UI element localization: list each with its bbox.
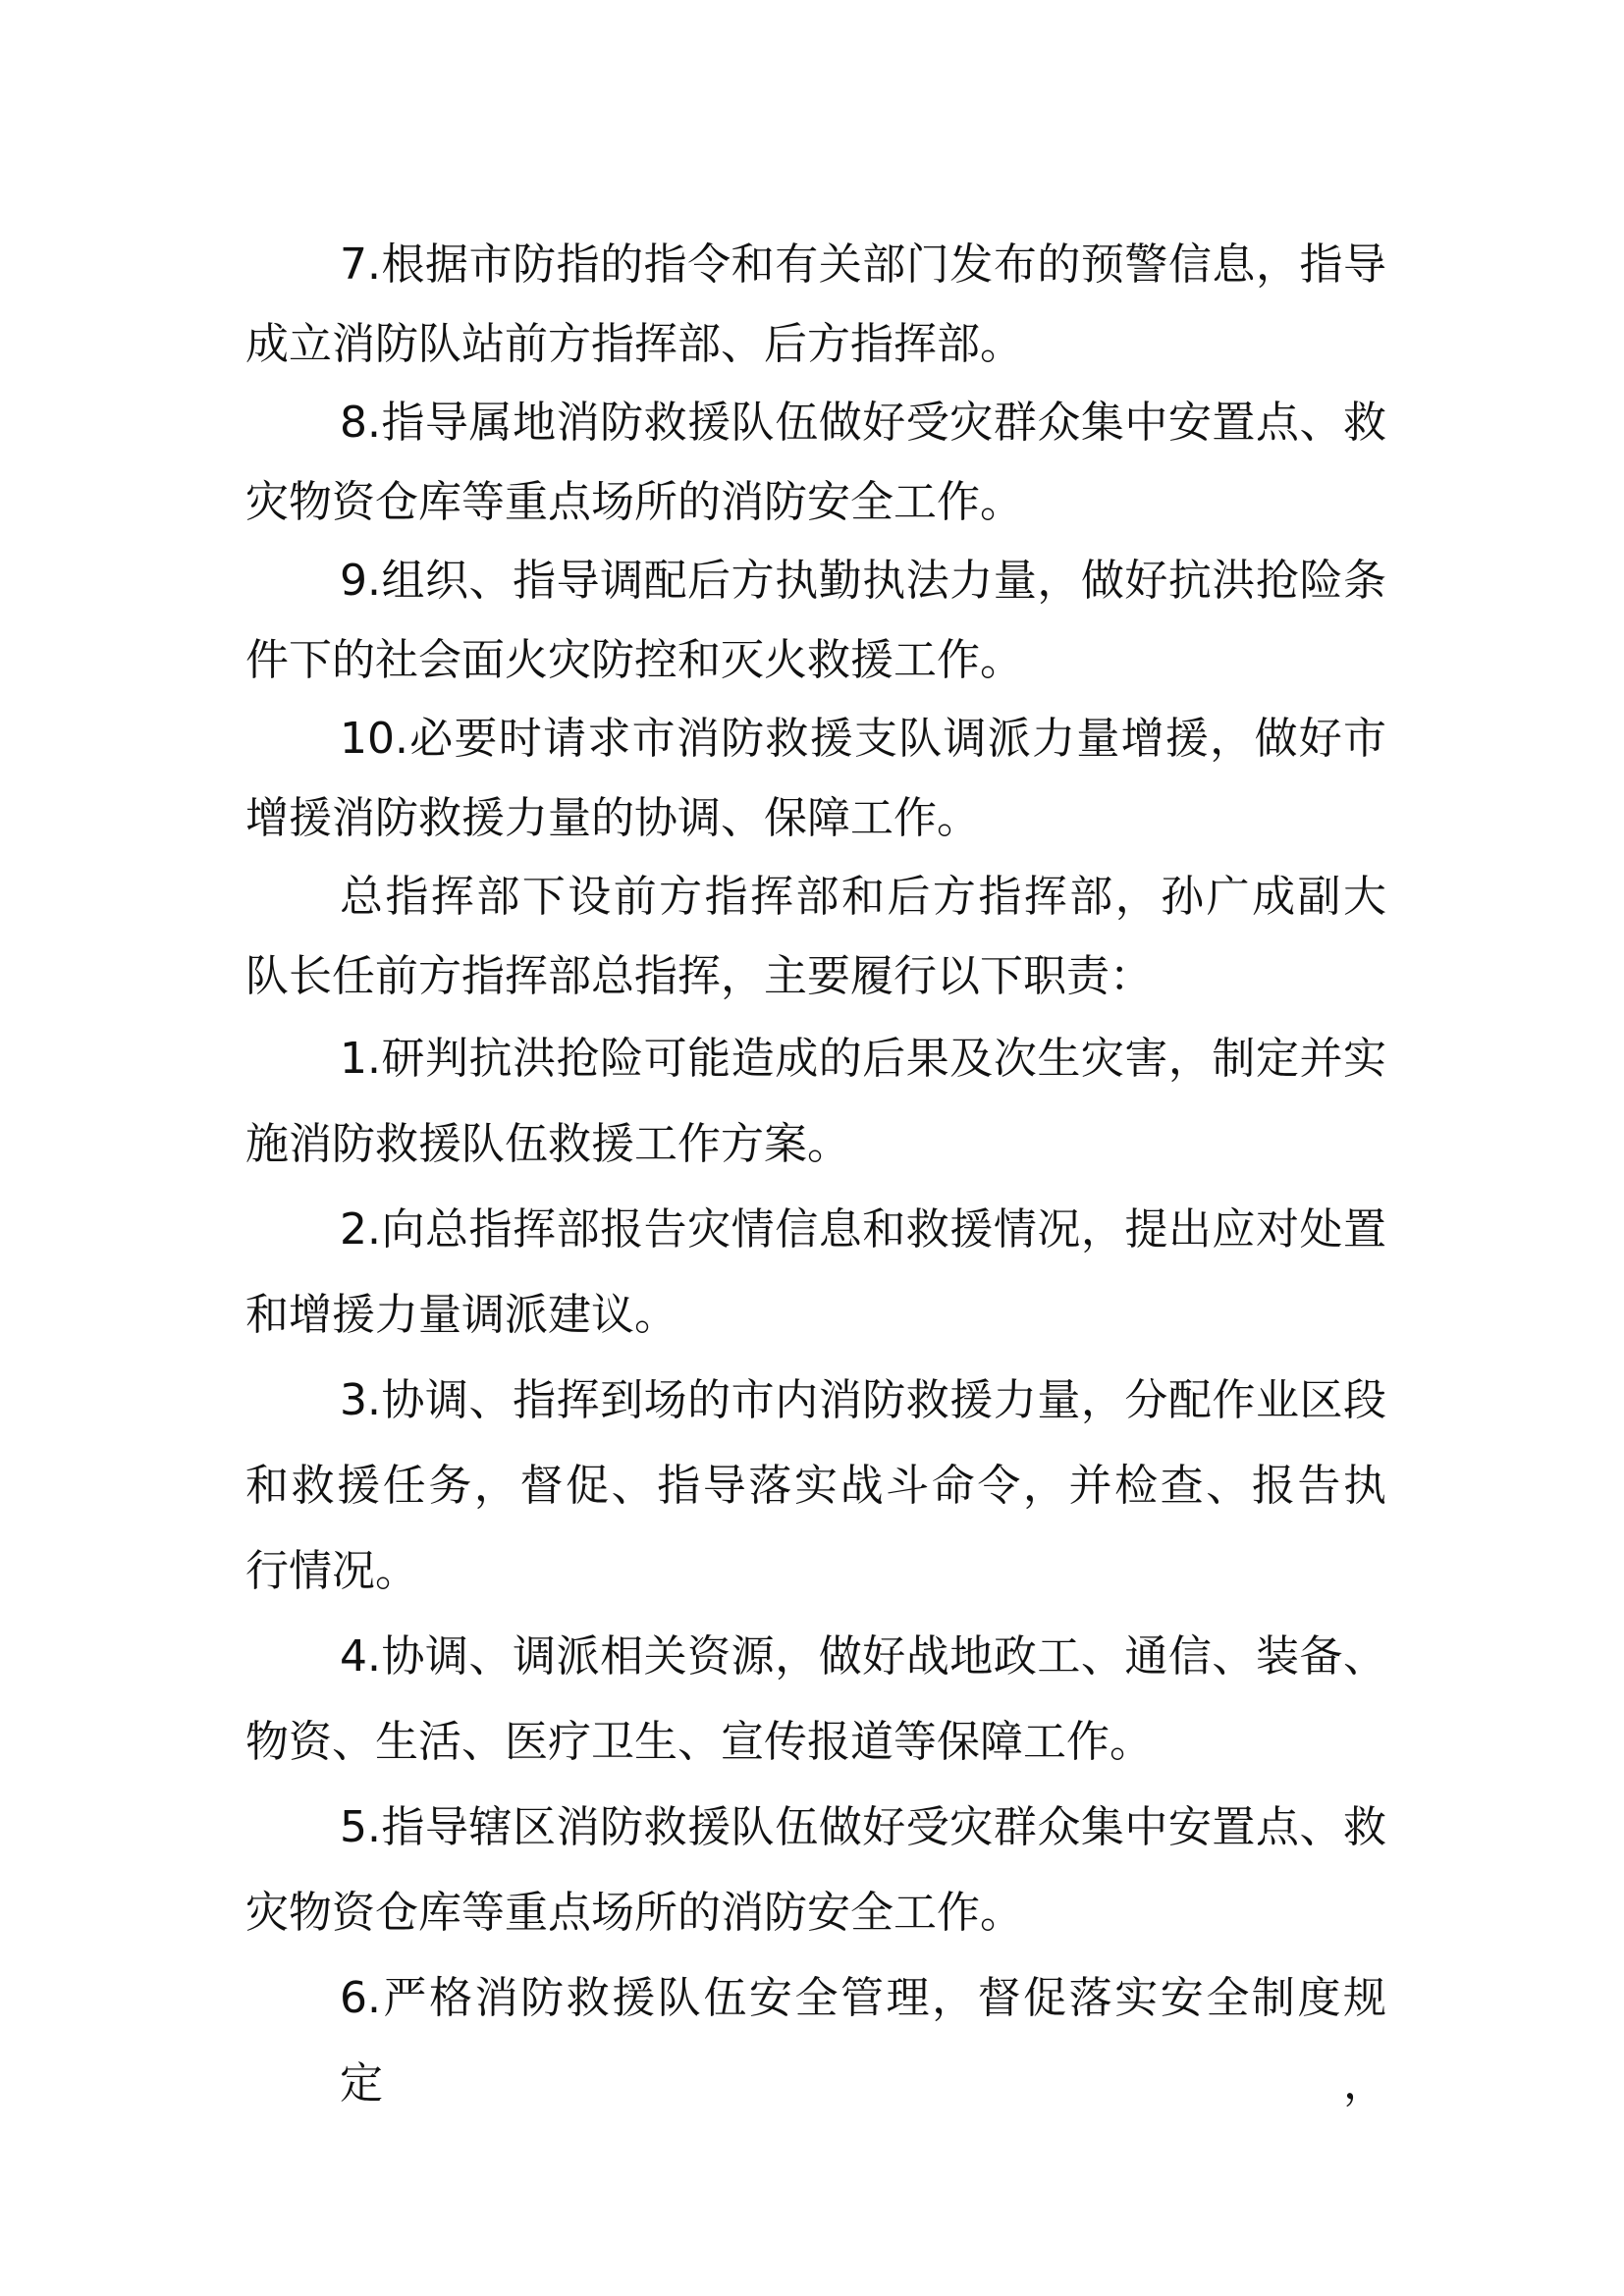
paragraph [245,1785,1386,1955]
paragraph [245,700,1386,858]
paragraph [245,1187,1386,1358]
text-line: 灾物资仓库等重点场所的消防安全工作。 [245,1888,1023,1938]
text-line: 施消防救援队伍救援工作方案。 [245,1119,850,1169]
text-line: 和救援任务，督促、指导落实战斗命令，并检查、报告执 [245,1461,1386,1511]
text-line: 10.必要时请求市消防救援支队调派力量增援，做好市 [340,714,1386,764]
text-line: 4.协调、调派相关资源，做好战地政工、通信、装备、 [340,1631,1386,1682]
document-page [245,226,1386,2126]
text-line: 7.根据市防指的指令和有关部门发布的预警信息，指导 [340,240,1386,290]
paragraph [245,384,1386,542]
paragraph [245,1614,1386,1785]
paragraph [245,226,1386,384]
text-line: 2.向总指挥部报告灾情信息和救援情况，提出应对处置 [340,1204,1386,1255]
text-line: 总指挥部下设前方指挥部和后方指挥部，孙广成副大 [340,872,1386,922]
paragraph [245,542,1386,700]
text-line: 和增援力量调派建议。 [245,1290,677,1340]
text-line: 3.协调、指挥到场的市内消防救援力量，分配作业区段 [340,1375,1386,1425]
text-line: 9.组织、指导调配后方执勤执法力量，做好抗洪抢险条 [340,556,1386,606]
text-line: 行情况。 [245,1546,418,1596]
text-line: 成立消防队站前方指挥部、后方指挥部。 [245,318,1023,369]
text-line: 增援消防救援力量的协调、保障工作。 [245,792,980,843]
text-line: 8.指导属地消防救援队伍做好受灾群众集中安置点、救 [340,398,1386,448]
paragraph [245,1955,1386,2126]
text-line: 6.严格消防救援队伍安全管理，督促落实安全制度规定， [340,1973,1386,2109]
text-line: 物资、生活、医疗卫生、宣传报道等保障工作。 [245,1717,1153,1767]
text-line: 灾物资仓库等重点场所的消防安全工作。 [245,476,1023,527]
paragraph [245,858,1386,1016]
text-line: 队长任前方指挥部总指挥，主要履行以下职责： [245,950,1153,1001]
text-line: 件下的社会面火灾防控和灭火救援工作。 [245,634,1023,685]
text-line: 5.指导辖区消防救援队伍做好受灾群众集中安置点、救 [340,1802,1386,1852]
paragraph [245,1016,1386,1187]
paragraph [245,1358,1386,1614]
text-line: 1.研判抗洪抢险可能造成的后果及次生灾害，制定并实 [340,1034,1386,1084]
